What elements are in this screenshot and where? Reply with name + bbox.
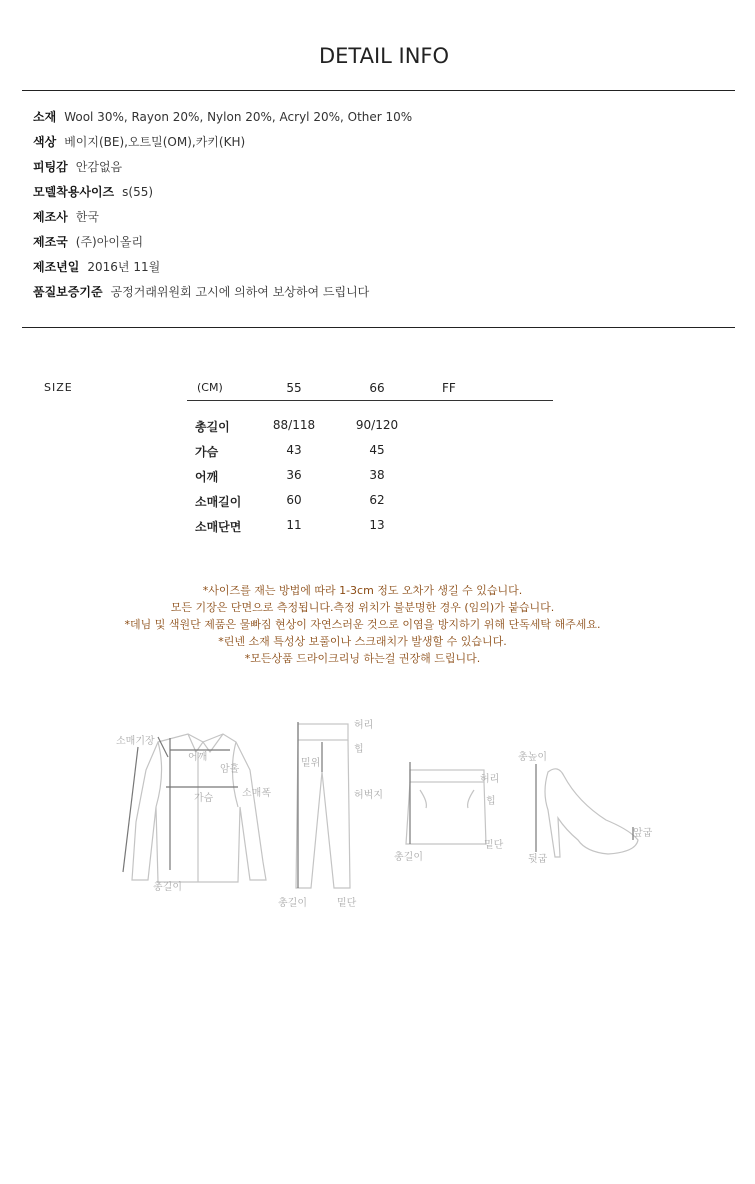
header-55: 55 <box>286 381 302 395</box>
bottom-divider <box>22 327 735 328</box>
label-pants-hem: 밑단 <box>337 898 357 909</box>
size-table <box>187 378 553 534</box>
size-table-rule <box>187 400 553 401</box>
table-row: 가슴 43 45 <box>195 443 385 459</box>
label-sleeve-width: 소매폭 <box>242 788 271 799</box>
info-row-color: 색상 베이지(BE),오트밀(OM),카키(KH) <box>33 135 246 149</box>
table-row: 총길이 88/118 90/120 <box>195 418 399 434</box>
label-pants-waist: 허리 <box>354 720 374 731</box>
label-shoe-height: 총높이 <box>518 752 547 763</box>
size-table-body <box>187 418 553 543</box>
label-skirt-waist: 허리 <box>480 774 500 785</box>
info-row-manufacturer: 제조사 한국 <box>33 210 99 224</box>
label-rise: 밑위 <box>301 758 321 769</box>
info-row-material: 소재 Wool 30%, Rayon 20%, Nylon 20%, Acryl 20%, Other 10% <box>33 110 413 124</box>
label-front-sole: 앞굽 <box>633 828 653 839</box>
note-line: *린넨 소재 특성상 보풀이나 스크래치가 발생할 수 있습니다. <box>218 635 507 648</box>
info-row-country: 제조국 (주)아이올리 <box>33 235 144 249</box>
note-line: *사이즈를 재는 방법에 따라 1-3cm 정도 오차가 생길 수 있습니다. <box>202 584 523 597</box>
size-label: SIZE <box>44 381 73 394</box>
label-skirt-hip: 힙 <box>486 796 496 807</box>
label-pants-hip: 힙 <box>354 744 364 755</box>
label-sleeve-length: 소매기장 <box>116 736 155 747</box>
info-row-model-size: 모델착용사이즈 s(55) <box>33 185 154 199</box>
note-line: *데님 및 색원단 제품은 물빠짐 현상이 자연스러운 것으로 이염을 방지하기 위해 단독세탁 해주세요. <box>124 618 601 631</box>
label-chest: 가슴 <box>194 793 214 804</box>
header-ff: FF <box>442 381 456 395</box>
info-list <box>33 109 412 309</box>
label-skirt-hem: 밑단 <box>484 840 504 851</box>
label-thigh: 허벅지 <box>354 790 383 801</box>
measurement-diagram <box>108 712 668 912</box>
label-armhole: 암홀 <box>220 764 240 775</box>
table-row: 소매단면 11 13 <box>195 518 385 534</box>
table-row: 소매길이 60 62 <box>195 493 385 509</box>
page-title: DETAIL INFO <box>318 44 450 68</box>
size-table-header <box>187 378 553 400</box>
table-row: 어깨 36 38 <box>195 468 385 484</box>
info-row-warranty: 품질보증기준 공정거래위원회 고시에 의하여 보상하여 드립니다 <box>33 285 370 299</box>
label-shoulder: 어깨 <box>188 752 208 763</box>
header-66: 66 <box>369 381 385 395</box>
measurement-illustration <box>108 712 668 912</box>
label-heel: 뒷굽 <box>528 854 548 865</box>
label-skirt-total-length: 총길이 <box>394 852 423 863</box>
label-pants-total-length: 총길이 <box>278 898 307 909</box>
info-row-fit: 피팅감 안감없음 <box>33 160 123 174</box>
label-shirt-total-length: 총길이 <box>153 882 182 893</box>
care-notes <box>0 582 725 667</box>
note-line: 모든 기장은 단면으로 측정됩니다.측정 위치가 불분명한 경우 (임의)가 붙습니다. <box>170 601 555 614</box>
info-row-date: 제조년일 2016년 11월 <box>33 260 161 274</box>
unit-header: (CM) <box>197 381 223 394</box>
top-divider <box>22 90 735 91</box>
note-line: *모든상품 드라이크리닝 하는걸 권장해 드립니다. <box>244 652 481 665</box>
